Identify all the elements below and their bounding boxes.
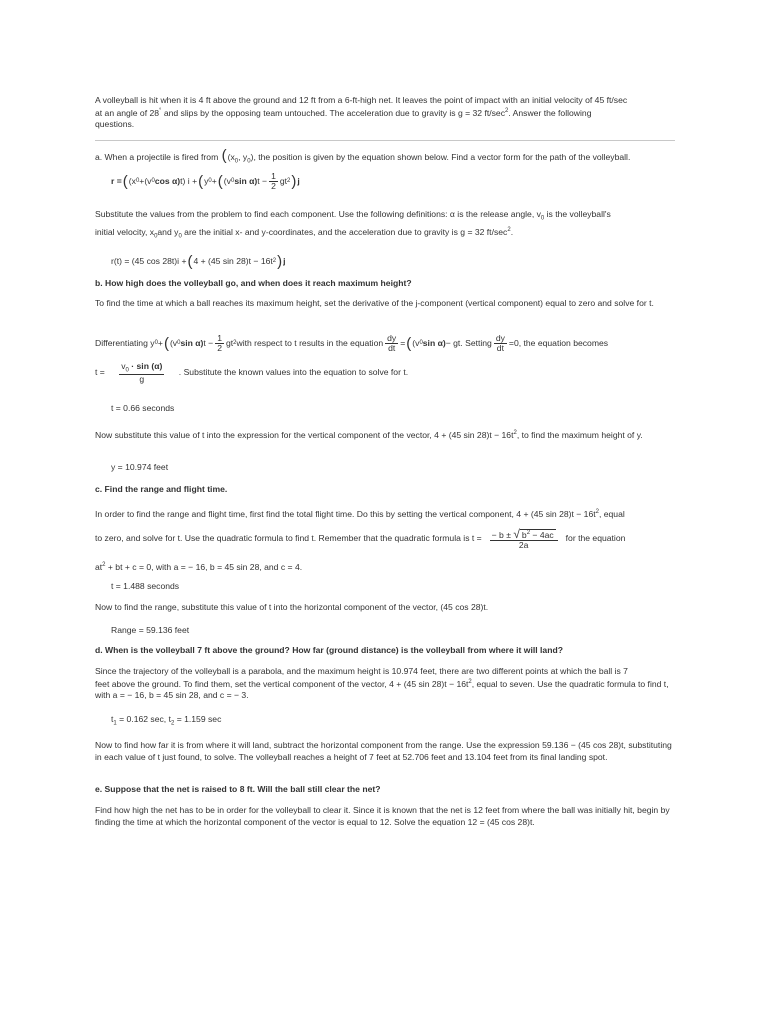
intro-line-2a: at an angle of 28 xyxy=(95,107,160,118)
dy-dt-fraction: $\frac{dy}{dt}$ xyxy=(387,333,397,354)
part-d-paragraph-3: Now to find how far it is from where it will land, subtract the horizontal component from the range. Use the expression 59.136 − (45 cos 28)t, substituting in each value of t just found, to solve. The volleyball reaches a height of 7 feet at 52.706 feet and 13.104 feet from its final landing spot. xyxy=(95,740,672,762)
intro-paragraph xyxy=(95,95,675,131)
quadratic-formula-line: to zero, and solve for t. Use the quadratic formula to find t. Remember that the quadratic formula is t = − b ± √ $b^2 - 4ac$ 2a for the equation xyxy=(95,527,626,551)
part-b-paragraph-1: To find the time at which a ball reaches its maximum height, set the derivative of the j-component (vertical component) equal to zero and solve for t. xyxy=(95,298,654,308)
vector-function-rt: r(t) = (45 cos 28t)i + ( 4 + (45 sin 28)t − 16t 2 ) j xyxy=(111,253,286,270)
y-result: y = 10.974 feet xyxy=(111,462,169,472)
t-result: t = 0.66 seconds xyxy=(111,403,175,413)
intro-line-3: questions. xyxy=(95,119,135,130)
part-c-paragraph-3: $at^2$ + bt + c = 0, with a = − 16, b = 45 sin 28, and c = 4. xyxy=(95,561,303,572)
part-e-paragraph-1: Find how high the net has to be in order for the volleyball to clear it. Since it is known that the net is 12 feet from where the ball was initially hit, begin by finding the time at which the horizontal component of the vector is equal to 12. Solve the equation 12 = (45 cos 28)t. xyxy=(95,805,670,827)
flight-time-result: t = 1.488 seconds xyxy=(111,581,180,591)
part-e-question: e. Suppose that the net is raised to 8 ft. Will the ball still clear the net? xyxy=(95,784,381,794)
degree-symbol: ° xyxy=(159,107,162,114)
t1-t2-result: $t_1 = 0.162$ sec, $t_2 = 1.159$ sec xyxy=(111,714,222,727)
part-b-question: b. How high does the volleyball go, and when does it reach maximum height? xyxy=(95,278,412,288)
part-a-question: a. When a projectile is fired from (($x_0$, $y_0$), the position is given by the equation shown below. Find a vector form for the path of the volleyball. xyxy=(95,147,631,165)
quadratic-formula: − b ± √ $b^2 - 4ac$ 2a xyxy=(484,528,564,550)
differentiation-line: Differentiating y 0 + ( (v 0 sin α) t − $\frac{1}{2}$ gt 2 with respect to t results in the equation $\frac{dy}{dt}$ = ( (v 0 sin α) − gt. Setting $\frac{dy}{dt}$ =0, the equation becomes xyxy=(95,333,609,354)
position-equation: r = ( (x 0 + (v 0 cos α) t) i + ( y 0 + ( (v 0 sin α) t − $\frac{1}{2}$ gt 2 ) j xyxy=(111,171,300,192)
t-formula: t = $\frac{v_0 \cdot \sin (\alpha)}{g}$ . Substitute the known values into the equation to solve for t. xyxy=(95,361,409,385)
part-b-paragraph-2: Now substitute this value of t into the expression for the vertical component of the vector, 4 + (45 $\sin 28)t - 16t^2$, to find the maximum height of y. xyxy=(95,429,643,440)
intro-line-2c: . Answer the following xyxy=(508,107,592,118)
substitute-paragraph: Substitute the values from the problem to find each component. Use the following definitions: α is the release angle, $v_0$ is the volleyball's initial velocity, $x_0and$ $y_0$ are the initial x- and y-coordinates, and the acceleration due to gravity is g = 32 $ft/\sec^2$. xyxy=(95,209,611,240)
divider xyxy=(95,140,675,141)
part-c-paragraph-1: In order to find the range and flight time, first find the total flight time. Do this by setting the vertical component, 4 + (45 $\sin 28)t - 16t^2$, equal xyxy=(95,508,625,519)
half-fraction: $\frac{1}{2}$ xyxy=(271,171,276,192)
squared-superscript: 2 xyxy=(505,107,509,114)
intro-line-2b: and slips by the opposing team untouched. The acceleration due to gravity is g = 32 ft/sec xyxy=(161,107,506,118)
intro-line-1: A volleyball is hit when it is 4 ft above the ground and 12 ft from a 6-ft-high net. It leaves the point of impact with an initial velocity of 45 ft/sec xyxy=(95,95,628,105)
part-d-paragraph-1: Since the trajectory of the volleyball is a parabola, and the maximum height is 10.974 feet, there are two different points at which the ball is 7 feet above the ground. To find them, set the vertical component of the vector, 4 + (45 $\sin 28)t - 16t^2$, equal to seven. Use the quadratic formula to find t, with a = − 16, b = 45 sin 28, and c = − 3. xyxy=(95,666,669,701)
part-c-paragraph-4: Now to find the range, substitute this value of t into the horizontal component of the vector, (45 cos 28)t. xyxy=(95,602,489,612)
range-result: Range = 59.136 feet xyxy=(111,625,190,635)
part-d-question: d. When is the volleyball 7 ft above the ground? How far (ground distance) is the volleyball from where it will land? xyxy=(95,645,563,655)
part-c-question: c. Find the range and flight time. xyxy=(95,484,228,494)
